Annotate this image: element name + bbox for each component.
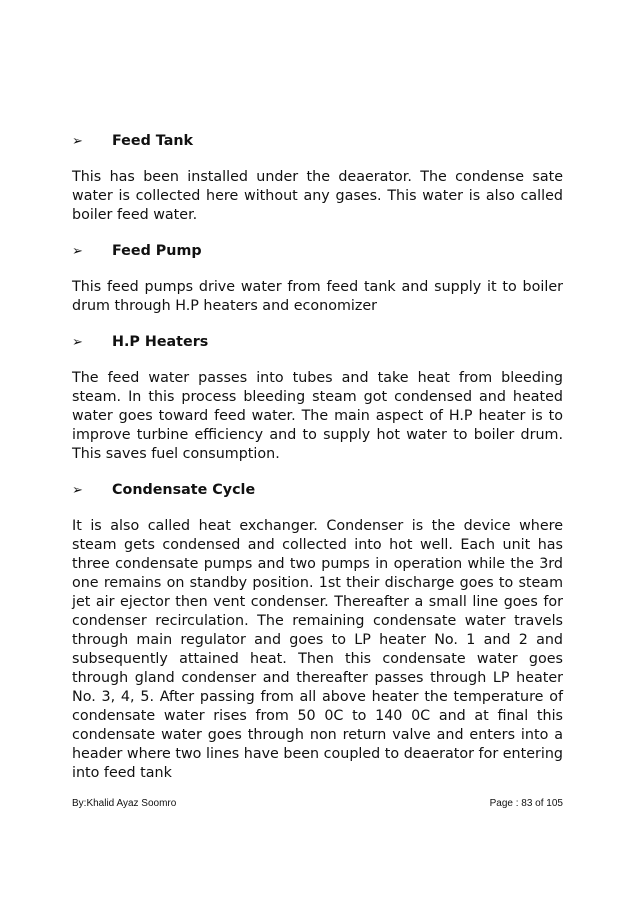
arrow-bullet-icon: ➢ (72, 133, 83, 149)
heading-text: H.P Heaters (112, 334, 209, 350)
arrow-bullet-icon: ➢ (72, 334, 83, 350)
heading-text: Feed Tank (112, 133, 194, 149)
section-heading-feed-pump (72, 241, 563, 261)
section-paragraph-condensate-cycle: It is also called heat exchanger. Condenser is the device where steam gets condensed and collected into hot well. Each unit has three condensate pumps and two pumps in operation while the 3rd one remains on standby position. 1st their discharge goes to steam jet air ejector then vent condenser. Thereafter a small line goes for condenser recirculation. The remaining condensate water travels through main regulator and goes to LP heater No. 1 and 2 and subsequently attained heat. Then this condensate water goes through gland condenser and thereafter passes through LP heater No. 3, 4, 5. After passing from all above heater the temperature of condensate water rises from 50 0C to 140 0C and at final this condensate water goes through non return valve and enters into a header where two lines have been coupled to deaerator for entering into feed tank (72, 518, 563, 781)
section-heading-feed-tank (72, 131, 563, 151)
section-paragraph-feed-tank: This has been installed under the deaerator. The condense sate water is collected here without any gases. This water is also called boiler feed water. (72, 169, 563, 223)
section-paragraph-hp-heaters: The feed water passes into tubes and take heat from bleeding steam. In this process bleeding steam got condensed and heated water goes toward feed water. The main aspect of H.P heater is to improve turbine efficiency and to supply hot water to boiler drum. This saves fuel consumption. (72, 370, 563, 462)
footer-author: By:Khalid Ayaz Soomro (72, 798, 177, 809)
content-area (72, 131, 563, 783)
section-heading-condensate-cycle (72, 480, 563, 500)
footer-page-number: Page : 83 of 105 (489, 798, 563, 809)
page-footer (72, 798, 563, 809)
heading-text: Condensate Cycle (112, 482, 256, 498)
section-paragraph-feed-pump: This feed pumps drive water from feed tank and supply it to boiler drum through H.P heaters and economizer (72, 279, 563, 314)
heading-text: Feed Pump (112, 243, 202, 259)
section-heading-hp-heaters (72, 332, 563, 352)
arrow-bullet-icon: ➢ (72, 243, 83, 259)
arrow-bullet-icon: ➢ (72, 482, 83, 498)
